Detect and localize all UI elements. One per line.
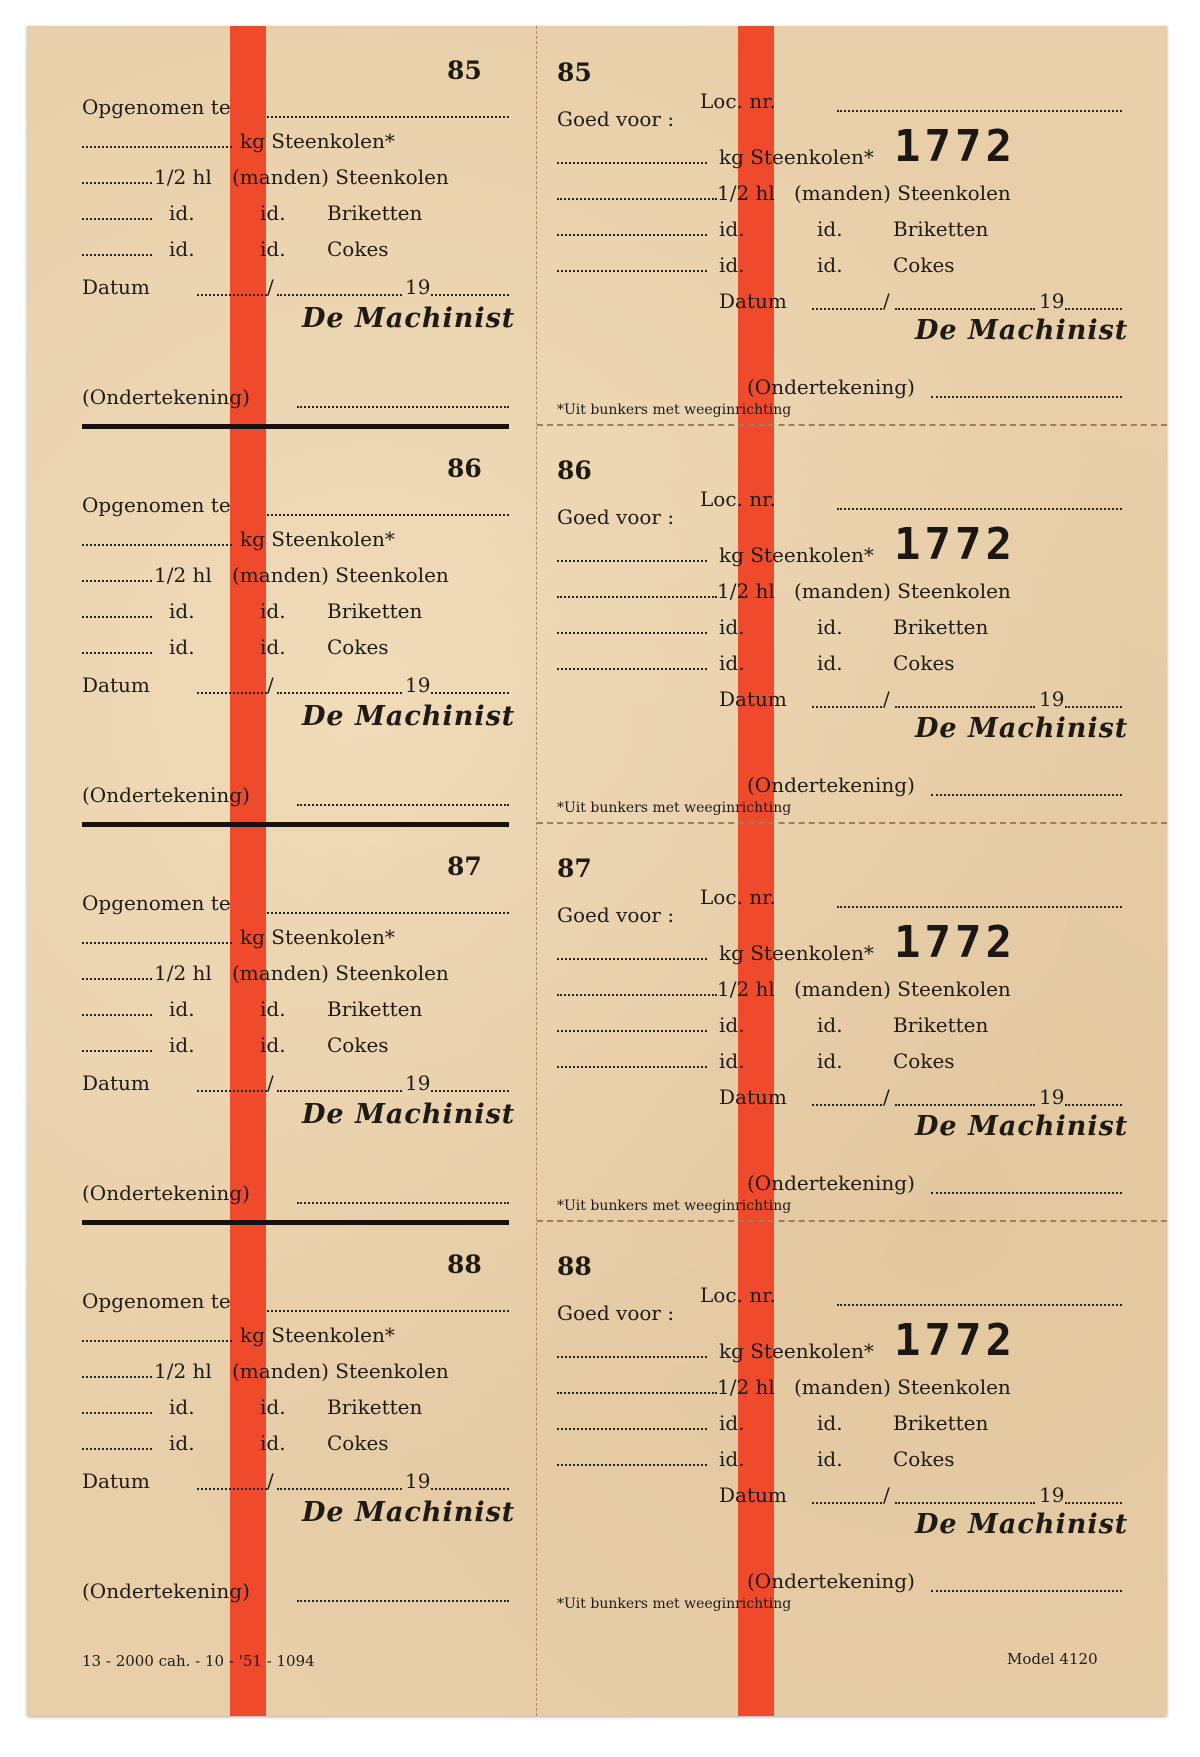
loc-nr-label: Loc. nr. — [700, 1283, 776, 1307]
date-slash: / — [883, 687, 890, 711]
footnote-label: *Uit bunkers met weeginrichting — [557, 402, 792, 418]
month-dotted-line — [277, 1488, 402, 1490]
ondertekening-label: (Ondertekening) — [747, 1569, 915, 1593]
day-dotted-line — [197, 294, 267, 296]
id-label: id. — [260, 1395, 286, 1419]
ondertekening-label: (Ondertekening) — [82, 1181, 250, 1205]
day-dotted-line — [197, 1090, 267, 1092]
cokes-label: Cokes — [327, 1431, 389, 1455]
red-stripe-left — [230, 26, 266, 1716]
hl-dotted-line — [557, 994, 717, 996]
id-label: id. — [260, 201, 286, 225]
footnote-label: *Uit bunkers met weeginrichting — [557, 1198, 792, 1214]
goed-voor-label: Goed voor : — [557, 903, 675, 927]
id-label: id. — [817, 1447, 843, 1471]
year-dotted-line — [431, 294, 509, 296]
footnote-label: *Uit bunkers met weeginrichting — [557, 1596, 792, 1612]
datum-label: Datum — [719, 1483, 787, 1507]
machinist-title: De Machinist — [915, 713, 1129, 744]
signature-dotted-line — [931, 1590, 1122, 1592]
kg-dotted-line — [557, 958, 707, 960]
id-label: id. — [719, 1013, 745, 1037]
machinist-title: De Machinist — [302, 1497, 516, 1528]
briketten-label: Briketten — [893, 615, 989, 639]
id-label: id. — [260, 599, 286, 623]
coupon-number: 88 — [557, 1252, 592, 1281]
signature-dotted-line — [297, 804, 509, 806]
briketten-label: Briketten — [893, 1411, 989, 1435]
kg-steenkolen-label: kg Steenkolen* — [240, 129, 395, 153]
section-divider — [82, 822, 509, 827]
id-label: id. — [169, 997, 195, 1021]
kg-dotted-line — [557, 560, 707, 562]
year-prefix: 19 — [405, 275, 431, 299]
half-hl-label: 1/2 hl — [154, 165, 212, 189]
cokes-dotted-line — [82, 1448, 152, 1450]
datum-label: Datum — [719, 687, 787, 711]
briketten-label: Briketten — [327, 997, 423, 1021]
ondertekening-label: (Ondertekening) — [747, 1171, 915, 1195]
date-slash: / — [883, 289, 890, 313]
cokes-dotted-line — [557, 1464, 707, 1466]
loc-nr-dotted-line — [837, 110, 1122, 112]
year-dotted-line — [431, 1090, 509, 1092]
day-dotted-line — [197, 1488, 267, 1490]
half-hl-label: 1/2 hl — [154, 563, 212, 587]
opgenomen-label: Opgenomen te — [82, 493, 231, 517]
manden-steenkolen-label: (manden) Steenkolen — [232, 1359, 449, 1383]
ondertekening-label: (Ondertekening) — [747, 375, 915, 399]
cokes-label: Cokes — [893, 253, 955, 277]
loc-nr-dotted-line — [837, 508, 1122, 510]
hl-dotted-line — [82, 978, 152, 980]
section-divider — [82, 424, 509, 429]
opgenomen-label: Opgenomen te — [82, 891, 231, 915]
stub-number: 87 — [447, 852, 482, 881]
year-dotted-line — [431, 692, 509, 694]
goed-voor-label: Goed voor : — [557, 505, 675, 529]
id-label: id. — [260, 1033, 286, 1057]
month-dotted-line — [895, 1502, 1035, 1504]
perforation-vertical — [536, 26, 537, 1716]
perforation-horizontal — [537, 822, 1167, 824]
id-label: id. — [817, 1411, 843, 1435]
cokes-label: Cokes — [327, 635, 389, 659]
kg-steenkolen-label: kg Steenkolen* — [240, 527, 395, 551]
id-label: id. — [719, 1411, 745, 1435]
coupon-number: 87 — [557, 854, 592, 883]
loc-nr-dotted-line — [837, 906, 1122, 908]
cokes-label: Cokes — [893, 1049, 955, 1073]
year-prefix: 19 — [1039, 289, 1065, 313]
year-dotted-line — [431, 1488, 509, 1490]
datum-label: Datum — [719, 1085, 787, 1109]
loc-nr-dotted-line — [837, 1304, 1122, 1306]
machinist-title: De Machinist — [302, 1099, 516, 1130]
id-label: id. — [817, 1049, 843, 1073]
id-label: id. — [169, 1431, 195, 1455]
kg-dotted-line — [82, 1340, 232, 1342]
id-label: id. — [719, 651, 745, 675]
manden-steenkolen-label: (manden) Steenkolen — [232, 961, 449, 985]
id-label: id. — [260, 237, 286, 261]
signature-dotted-line — [931, 1192, 1122, 1194]
print-code: 13 - 2000 cah. - 10 - '51 - 1094 — [82, 1652, 315, 1670]
kg-steenkolen-label: kg Steenkolen* — [719, 543, 874, 567]
day-dotted-line — [812, 1502, 882, 1504]
hl-dotted-line — [557, 198, 717, 200]
hl-dotted-line — [82, 182, 152, 184]
goed-voor-label: Goed voor : — [557, 107, 675, 131]
footnote-label: *Uit bunkers met weeginrichting — [557, 800, 792, 816]
cokes-dotted-line — [82, 652, 152, 654]
ondertekening-label: (Ondertekening) — [747, 773, 915, 797]
day-dotted-line — [812, 1104, 882, 1106]
signature-dotted-line — [297, 1600, 509, 1602]
id-label: id. — [817, 253, 843, 277]
opgenomen-label: Opgenomen te — [82, 95, 231, 119]
date-slash: / — [267, 1071, 274, 1095]
manden-steenkolen-label: (manden) Steenkolen — [232, 165, 449, 189]
date-slash: / — [883, 1483, 890, 1507]
kg-dotted-line — [557, 1356, 707, 1358]
cokes-dotted-line — [82, 1050, 152, 1052]
hl-dotted-line — [82, 580, 152, 582]
loc-nr-label: Loc. nr. — [700, 89, 776, 113]
section-divider — [82, 1220, 509, 1225]
briketten-dotted-line — [82, 1014, 152, 1016]
kg-steenkolen-label: kg Steenkolen* — [719, 145, 874, 169]
signature-dotted-line — [297, 406, 509, 408]
kg-dotted-line — [82, 544, 232, 546]
date-slash: / — [267, 673, 274, 697]
kg-steenkolen-label: kg Steenkolen* — [240, 1323, 395, 1347]
kg-dotted-line — [82, 942, 232, 944]
id-label: id. — [260, 1431, 286, 1455]
datum-label: Datum — [719, 289, 787, 313]
signature-dotted-line — [931, 396, 1122, 398]
id-label: id. — [817, 615, 843, 639]
manden-steenkolen-label: (manden) Steenkolen — [794, 181, 1011, 205]
year-dotted-line — [1065, 1502, 1122, 1504]
cokes-label: Cokes — [893, 651, 955, 675]
briketten-dotted-line — [557, 632, 707, 634]
briketten-label: Briketten — [893, 1013, 989, 1037]
model-label: Model 4120 — [1007, 1650, 1098, 1668]
manden-steenkolen-label: (manden) Steenkolen — [232, 563, 449, 587]
month-dotted-line — [277, 294, 402, 296]
briketten-dotted-line — [82, 1412, 152, 1414]
cokes-dotted-line — [557, 270, 707, 272]
ticket-sheet — [27, 26, 1167, 1716]
ondertekening-label: (Ondertekening) — [82, 385, 250, 409]
perforation-horizontal — [537, 424, 1167, 426]
id-label: id. — [169, 599, 195, 623]
coupon-number: 86 — [557, 456, 592, 485]
half-hl-label: 1/2 hl — [717, 1375, 775, 1399]
briketten-dotted-line — [557, 1030, 707, 1032]
half-hl-label: 1/2 hl — [717, 977, 775, 1001]
machinist-title: De Machinist — [302, 701, 516, 732]
stub-number: 85 — [447, 56, 482, 85]
signature-dotted-line — [931, 794, 1122, 796]
year-prefix: 19 — [405, 1071, 431, 1095]
year-dotted-line — [1065, 706, 1122, 708]
date-slash: / — [267, 275, 274, 299]
date-slash: / — [267, 1469, 274, 1493]
briketten-label: Briketten — [327, 1395, 423, 1419]
signature-dotted-line — [297, 1202, 509, 1204]
month-dotted-line — [277, 692, 402, 694]
briketten-label: Briketten — [327, 201, 423, 225]
id-label: id. — [719, 615, 745, 639]
locomotive-number-stamp: 1772 — [894, 917, 1016, 968]
year-dotted-line — [1065, 1104, 1122, 1106]
year-prefix: 19 — [405, 1469, 431, 1493]
briketten-dotted-line — [82, 218, 152, 220]
day-dotted-line — [812, 308, 882, 310]
id-label: id. — [817, 217, 843, 241]
location-dotted-line — [267, 514, 509, 516]
month-dotted-line — [277, 1090, 402, 1092]
day-dotted-line — [197, 692, 267, 694]
cokes-label: Cokes — [327, 1033, 389, 1057]
location-dotted-line — [267, 912, 509, 914]
locomotive-number-stamp: 1772 — [894, 519, 1016, 570]
year-prefix: 19 — [405, 673, 431, 697]
year-prefix: 19 — [1039, 1483, 1065, 1507]
id-label: id. — [817, 651, 843, 675]
ondertekening-label: (Ondertekening) — [82, 1579, 250, 1603]
month-dotted-line — [895, 308, 1035, 310]
id-label: id. — [169, 237, 195, 261]
kg-steenkolen-label: kg Steenkolen* — [719, 1339, 874, 1363]
half-hl-label: 1/2 hl — [154, 961, 212, 985]
manden-steenkolen-label: (manden) Steenkolen — [794, 1375, 1011, 1399]
ondertekening-label: (Ondertekening) — [82, 783, 250, 807]
hl-dotted-line — [557, 596, 717, 598]
briketten-label: Briketten — [893, 217, 989, 241]
manden-steenkolen-label: (manden) Steenkolen — [794, 579, 1011, 603]
day-dotted-line — [812, 706, 882, 708]
machinist-title: De Machinist — [915, 315, 1129, 346]
id-label: id. — [169, 1395, 195, 1419]
date-slash: / — [883, 1085, 890, 1109]
id-label: id. — [817, 1013, 843, 1037]
briketten-label: Briketten — [327, 599, 423, 623]
datum-label: Datum — [82, 275, 150, 299]
kg-dotted-line — [557, 162, 707, 164]
loc-nr-label: Loc. nr. — [700, 885, 776, 909]
locomotive-number-stamp: 1772 — [894, 1315, 1016, 1366]
machinist-title: De Machinist — [915, 1509, 1129, 1540]
kg-dotted-line — [82, 146, 232, 148]
id-label: id. — [719, 217, 745, 241]
location-dotted-line — [267, 116, 509, 118]
manden-steenkolen-label: (manden) Steenkolen — [794, 977, 1011, 1001]
half-hl-label: 1/2 hl — [154, 1359, 212, 1383]
half-hl-label: 1/2 hl — [717, 181, 775, 205]
hl-dotted-line — [557, 1392, 717, 1394]
locomotive-number-stamp: 1772 — [894, 121, 1016, 172]
kg-steenkolen-label: kg Steenkolen* — [719, 941, 874, 965]
goed-voor-label: Goed voor : — [557, 1301, 675, 1325]
datum-label: Datum — [82, 673, 150, 697]
machinist-title: De Machinist — [915, 1111, 1129, 1142]
stub-number: 86 — [447, 454, 482, 483]
perforation-horizontal — [537, 1220, 1167, 1222]
year-prefix: 19 — [1039, 687, 1065, 711]
briketten-dotted-line — [557, 1428, 707, 1430]
year-prefix: 19 — [1039, 1085, 1065, 1109]
opgenomen-label: Opgenomen te — [82, 1289, 231, 1313]
datum-label: Datum — [82, 1469, 150, 1493]
cokes-dotted-line — [557, 668, 707, 670]
kg-steenkolen-label: kg Steenkolen* — [240, 925, 395, 949]
cokes-dotted-line — [82, 254, 152, 256]
coupon-number: 85 — [557, 58, 592, 87]
machinist-title: De Machinist — [302, 303, 516, 334]
cokes-dotted-line — [557, 1066, 707, 1068]
datum-label: Datum — [82, 1071, 150, 1095]
id-label: id. — [260, 635, 286, 659]
half-hl-label: 1/2 hl — [717, 579, 775, 603]
month-dotted-line — [895, 1104, 1035, 1106]
id-label: id. — [719, 1049, 745, 1073]
loc-nr-label: Loc. nr. — [700, 487, 776, 511]
id-label: id. — [169, 201, 195, 225]
id-label: id. — [169, 635, 195, 659]
cokes-label: Cokes — [327, 237, 389, 261]
hl-dotted-line — [82, 1376, 152, 1378]
id-label: id. — [719, 1447, 745, 1471]
id-label: id. — [719, 253, 745, 277]
cokes-label: Cokes — [893, 1447, 955, 1471]
id-label: id. — [169, 1033, 195, 1057]
briketten-dotted-line — [557, 234, 707, 236]
stub-number: 88 — [447, 1250, 482, 1279]
id-label: id. — [260, 997, 286, 1021]
month-dotted-line — [895, 706, 1035, 708]
location-dotted-line — [267, 1310, 509, 1312]
year-dotted-line — [1065, 308, 1122, 310]
briketten-dotted-line — [82, 616, 152, 618]
